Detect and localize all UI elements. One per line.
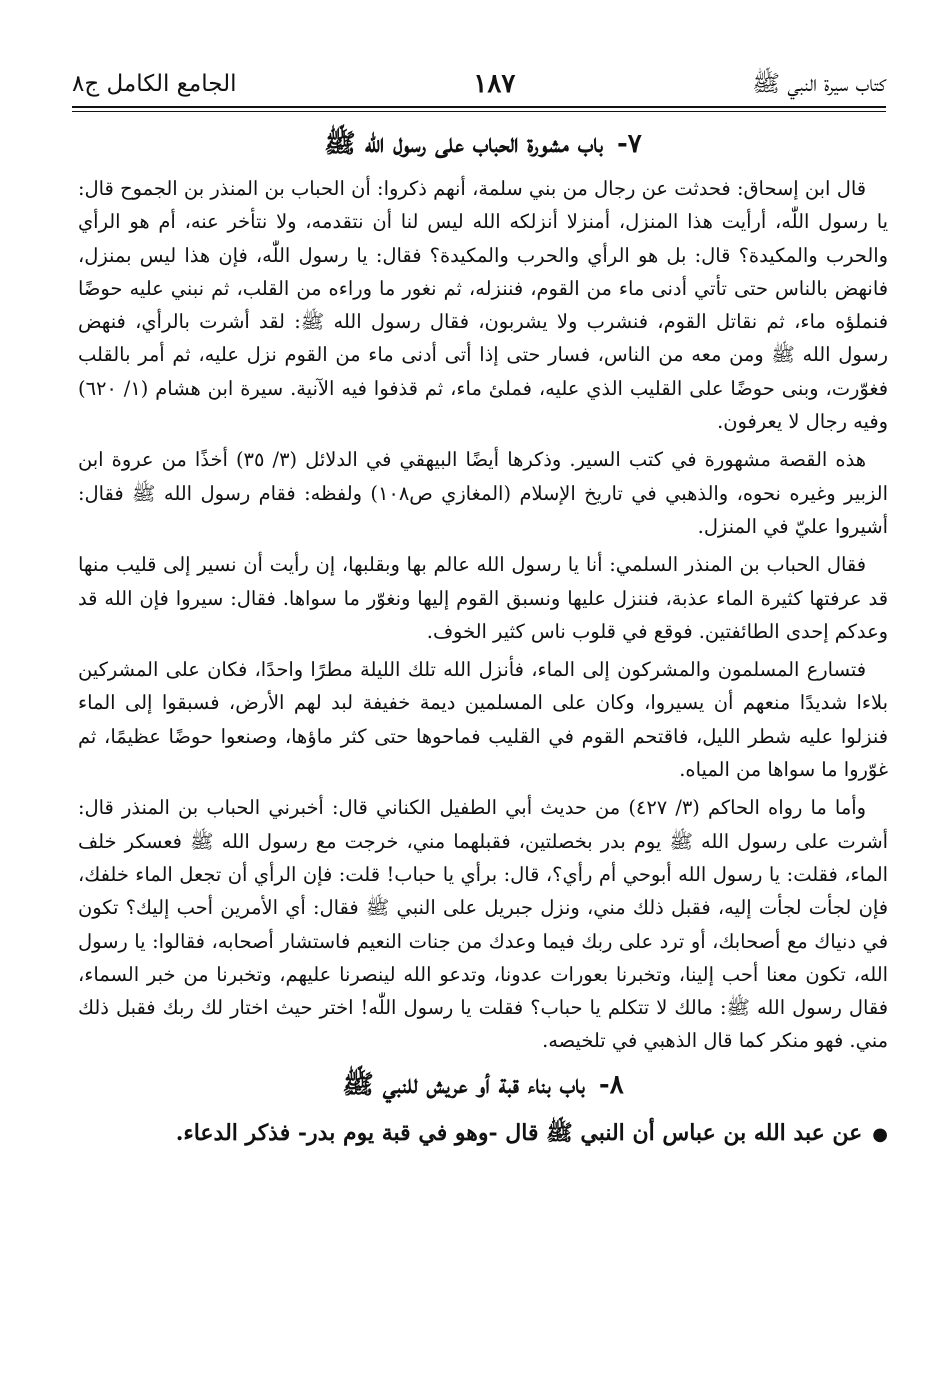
header-book-title: كتاب سيرة النبي ﷺ <box>752 71 886 97</box>
bullet-dot-icon: ● <box>872 1123 888 1145</box>
paragraph-ibn-ishaq: قال ابن إسحاق: فحدثت عن رجال من بني سلمة، أنهم ذكروا: أن الحباب بن المنذر بن الجموح قال: يا رسول اللّٰه، أرأيت هذا المنزل، أمنزلا أنزلكه الله ليس لنا أن نتقدمه، ولا نتأخر عنه، أم هو الرأي والحرب والمكيدة؟ قال: بل هو الرأي والحرب والمكيدة؟ فقال: يا رسول اللّٰه، فإن هذا ليس بمنزل، فانهض بالناس حتى تأتي أدنى ماء من القوم، فننزله، ثم نغور ما وراءه من القلب، ثم نبني عليه حوضًا فنملؤه ماء، ثم نقاتل القوم، فنشرب ولا يشربون، فقال رسول الله ﷺ: لقد أشرت بالرأي، فنهض رسول الله ﷺ ومن معه من الناس، فسار حتى إذا أتى أدنى ماء من القوم نزل عليه، ثم أمر بالقلب فغوّرت، وبنى حوضًا على القليب الذي عليه، فملئ ماء، ثم قذفوا فيه الآنية. سيرة ابن هشام (١/ ٦٢٠) وفيه رجال لا يعرفون. <box>78 177 888 434</box>
chapter-7-title: باب مشورة الحباب على رسول الله ﷺ <box>324 129 603 159</box>
running-header <box>72 58 886 102</box>
chapter-8-heading <box>78 1063 888 1107</box>
chapter-7-number: ٧- <box>616 129 642 159</box>
page-number: ١٨٧ <box>473 69 516 99</box>
header-divider <box>72 106 886 112</box>
paragraph-hakim-narration: وأما ما رواه الحاكم (٣/ ٤٢٧) من حديث أبي الطفيل الكناني قال: أخبرني الحباب بن المنذر قال: أشرت على رسول الله ﷺ يوم بدر بخصلتين، فقبلهما مني، خرجت مع رسول الله ﷺ فعسكر خلف الماء، فقلت: يا رسول الله أبوحي أم رأي؟، قال: برأي يا حباب! قلت: فإن الرأي أن تجعل الماء خلفك، فإن لجأت لجأت إليه، فقبل ذلك مني، ونزل جبريل على النبي ﷺ فقال: أي الأمرين أحب إليك؟ تكون في دنياك مع أصحابك، أو ترد على ربك فيما وعدك من جنات النعيم فاستشار أصحابه، فقالوا: يا رسول الله، تكون معنا أحب إلينا، وتخبرنا بعورات عدونا، وتدعو الله لينصرنا عليهم، وتخبرنا من خبر السماء، فقال رسول الله ﷺ: مالك لا تتكلم يا حباب؟ فقلت يا رسول اللّٰه! اختر حيث اختار لك ربك فقبل ذلك مني. فهو منكر كما قال الذهبي في تلخيصه. <box>78 796 888 1053</box>
chapter-7-heading <box>78 122 888 166</box>
paragraph-hubab-speech: فقال الحباب بن المنذر السلمي: أنا يا رسول الله عالم بها وبقلبها، إن رأيت أن نسير إلى قليب منها قد عرفتها كثيرة الماء عذبة، فننزل عليها ونسبق القوم إليها ونغوّر ما سواها. فقال: سيروا فإن الله قد وعدكم إحدى الطائفتين. فوقع في قلوب ناس كثير الخوف. <box>78 553 888 643</box>
header-volume-title: الجامع الكامل ج٨ <box>72 71 237 97</box>
chapter-8-title: باب بناء قبة أو عريش للنبي ﷺ <box>342 1069 585 1100</box>
chapter-8-number: ٨- <box>598 1069 624 1100</box>
bullet-hadith-text: عن عبد الله بن عباس أن النبي ﷺ قال -وهو في قبة يوم بدر- فذكر الدعاء. <box>175 1119 863 1146</box>
page-content <box>78 118 888 1155</box>
paragraph-sirah-note: هذه القصة مشهورة في كتب السير. وذكرها أيضًا البيهقي في الدلائل (٣/ ٣٥) أخذًا من عروة ابن الزبير وغيره نحوه، والذهبي في تاريخ الإسلام (المغازي ص١٠٨) ولفظه: فقام رسول الله ﷺ فقال: أشيروا عليّ في المنزل. <box>78 448 888 538</box>
bullet-hadith-item <box>78 1113 888 1155</box>
paragraph-race-to-water: فتسارع المسلمون والمشركون إلى الماء، فأنزل الله تلك الليلة مطرًا واحدًا، فكان على المشركين بلاءا شديدًا منعهم أن يسيروا، وكان على المسلمين ديمة خفيفة لبد لهم الأرض، فسبقوا إلى الماء فنزلوا عليه شطر الليل، فاقتحم القوم في القليب فماحوها حتى كثر ماؤها، وصنعوا حوضًا عظيمًا، ثم غوّروا ما سواها من المياه. <box>78 658 888 782</box>
